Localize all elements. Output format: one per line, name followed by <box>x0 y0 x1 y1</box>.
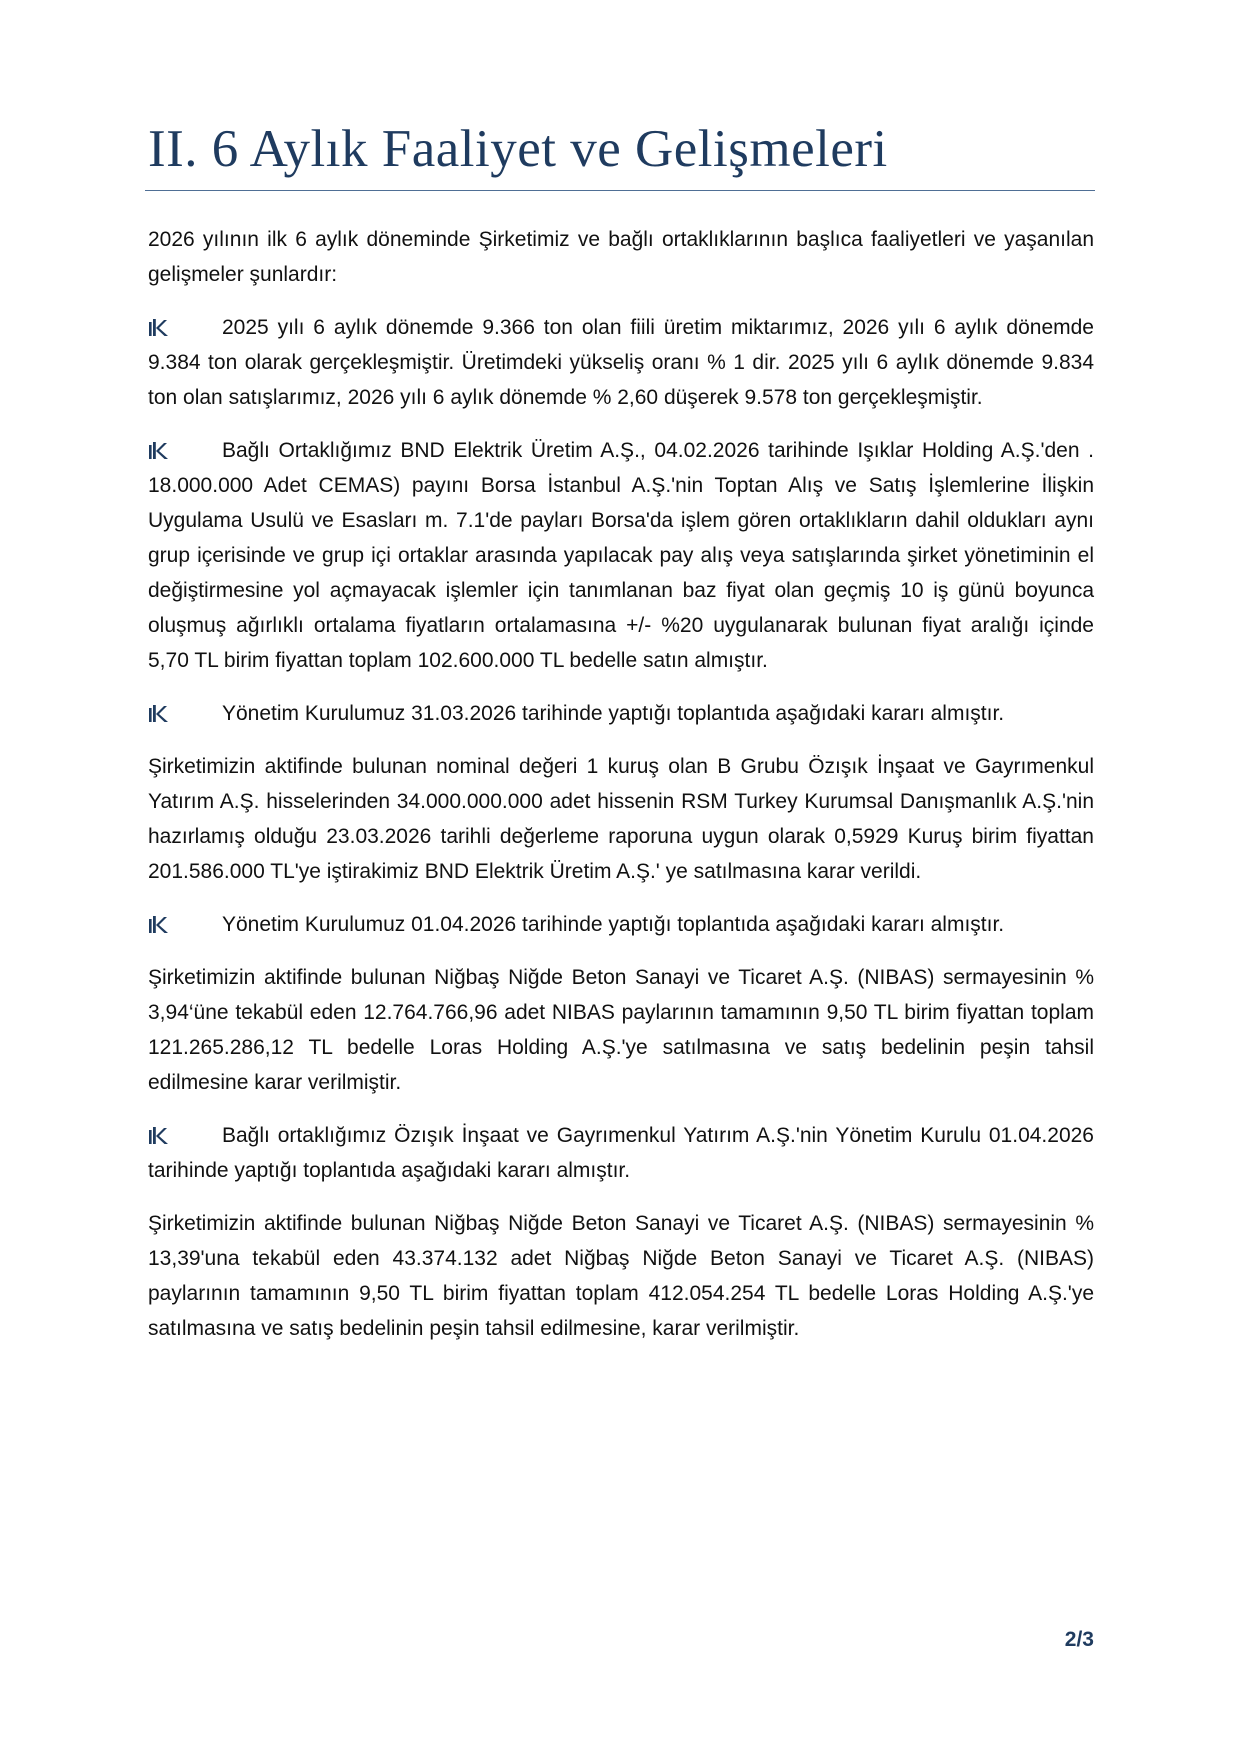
page-number: 2/3 <box>1064 1628 1094 1651</box>
list-item <box>148 907 1094 942</box>
list-item-detail: Şirketimizin aktifinde bulunan nominal değeri 1 kuruş olan B Grubu Özışık İnşaat ve Gayrımenkul Yatırım A.Ş. hisselerinden 34.000.000.000 adet hissenin RSM Turkey Kurumsal Danışmanlık A.Ş.'nin hazırlamış olduğu 23.03.2026 tarihli değerleme raporuna uygun olarak 0,5929 Kuruş birim fiyattan 201.586.000 TL'ye iştirakimiz BND Elektrik Üretim A.Ş.' ye satılmasına karar verildi. <box>148 755 1094 883</box>
list-item-text: Yönetim Kurulumuz 01.04.2026 tarihinde yaptığı toplantıda aşağıdaki kararı almıştır. <box>222 913 1005 936</box>
list-item-text: 2025 yılı 6 aylık dönemde 9.366 ton olan fiili üretim miktarımız, 2026 yılı 6 aylık dönemde 9.384 ton olarak gerçekleşmiştir. Üretimdeki yükseliş oranı % 1 dir. 2025 yılı 6 aylık dönemde 9.834 ton olan satışlarımız, 2026 yılı 6 aylık dönemde % 2,60 düşerek 9.578 ton gerçekleşmiştir. <box>148 316 1094 409</box>
company-logo-bullet-icon <box>148 704 170 724</box>
list-item-text: Bağlı Ortaklığımız BND Elektrik Üretim A.Ş., 04.02.2026 tarihinde Işıklar Holding A.Ş.'den . 18.000.000 Adet CEMAS) payını Borsa İstanbul A.Ş.'nin Toptan Alış ve Satış İşlemlerine İlişkin Uygulama Usulü ve Esasları m. 7.1'de payları Borsa'da işlem gören ortaklıkların dahil oldukları aynı grup içerisinde ve grup içi ortaklar arasında yapılacak pay alış veya satışlarında şirket yönetiminin el değiştirmesine yol açmayacak işlemler için tanımlanan baz fiyat olan geçmiş 10 iş günü boyunca oluşmuş ağırlıklı ortalama fiyatların ortalamasına +/- %20 uygulanarak bulunan fiyat aralığı içinde 5,70 TL birim fiyattan toplam 102.600.000 TL bedelle satın almıştır. <box>148 439 1094 672</box>
company-logo-bullet-icon <box>148 441 170 461</box>
company-logo-bullet-icon <box>148 915 170 935</box>
list-item-text: Yönetim Kurulumuz 31.03.2026 tarihinde yaptığı toplantıda aşağıdaki kararı almıştır. <box>222 702 1005 725</box>
page-title: II. 6 Aylık Faaliyet ve Gelişmeleri <box>148 120 888 178</box>
list-item <box>148 433 1094 678</box>
intro-paragraph: 2026 yılının ilk 6 aylık döneminde Şirketimiz ve bağlı ortaklıklarının başlıca faaliyetleri ve yaşanılan gelişmeler şunlardır: <box>148 228 1094 286</box>
company-logo-bullet-icon <box>148 318 170 338</box>
list-item <box>148 1118 1094 1188</box>
document-body <box>148 222 1094 1364</box>
list-item-detail: Şirketimizin aktifinde bulunan Niğbaş Niğde Beton Sanayi ve Ticaret A.Ş. (NIBAS) sermayesinin % 3,94‘üne tekabül eden 12.764.766,96 adet NIBAS paylarının tamamının 9,50 TL birim fiyattan toplam 121.265.286,12 TL bedelle Loras Holding A.Ş.'ye satılmasına ve satış bedelinin peşin tahsil edilmesine karar verilmiştir. <box>148 966 1094 1094</box>
list-item-text: Bağlı ortaklığımız Özışık İnşaat ve Gayrımenkul Yatırım A.Ş.'nin Yönetim Kurulu 01.04.2026 tarihinde yaptığı toplantıda aşağıdaki kararı almıştır. <box>148 1124 1094 1182</box>
list-item <box>148 310 1094 415</box>
list-item-detail: Şirketimizin aktifinde bulunan Niğbaş Niğde Beton Sanayi ve Ticaret A.Ş. (NIBAS) sermayesinin % 13,39'una tekabül eden 43.374.132 adet Niğbaş Niğde Beton Sanayi ve Ticaret A.Ş. (NIBAS) paylarının tamamının 9,50 TL birim fiyattan toplam 412.054.254 TL bedelle Loras Holding A.Ş.'ye satılmasına ve satış bedelinin peşin tahsil edilmesine, karar verilmiştir. <box>148 1212 1094 1340</box>
title-divider <box>145 190 1095 191</box>
company-logo-bullet-icon <box>148 1126 170 1146</box>
list-item <box>148 696 1094 731</box>
